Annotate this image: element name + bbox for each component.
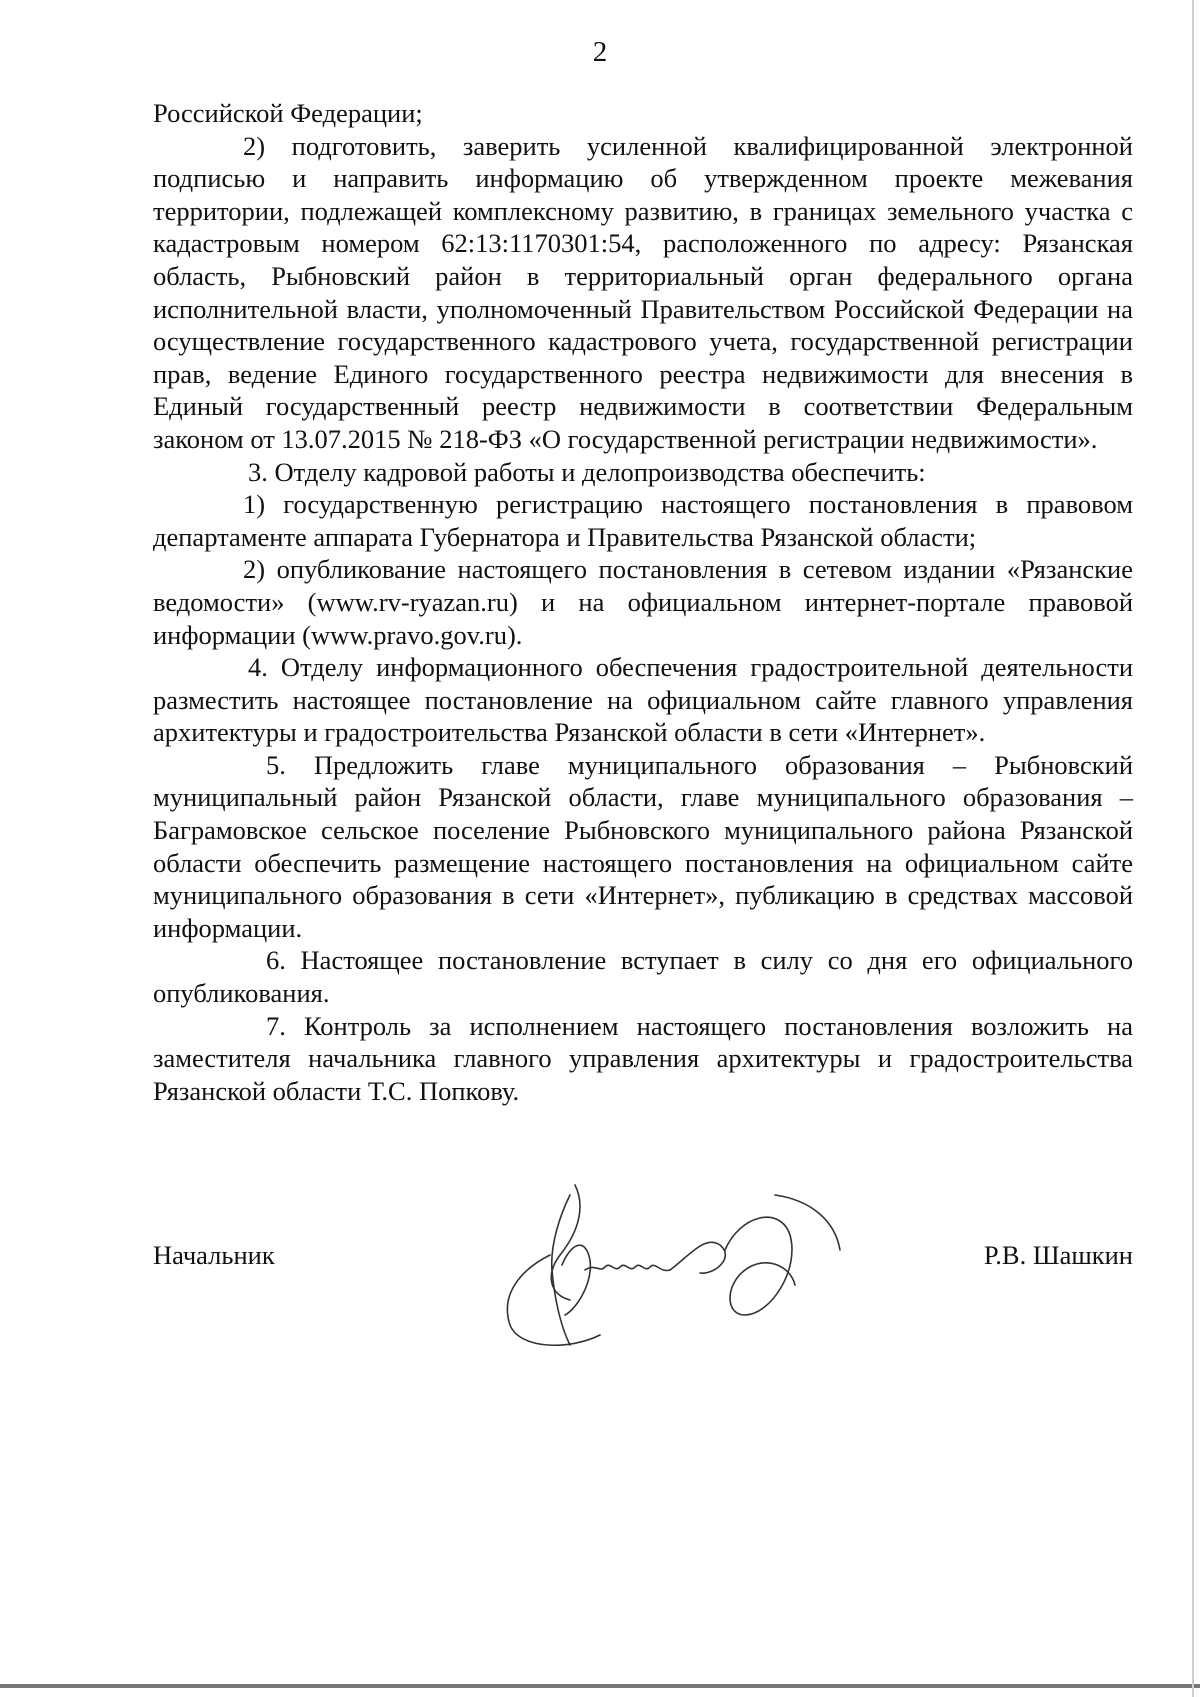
paragraph-item-2-prepare: 2) подготовить, заверить усиленной квалифицированной электронной подписью и направить информацию об утвержденном проекте межевания территории, подлежащей комплексному развитию, в границах земельного участка с кадастровым номером 62:13:1170301:54, расположенного по адресу: Рязанская область, Рыбновский район в территориальный орган федерального органа исполнительной власти, уполномоченный Правительством Российской Федерации на осуществление государственного кадастрового учета, государственной регистрации прав, ведение Единого государственного реестра недвижимости для внесения в Единый государственный реестр недвижимости в соответствии Федеральным законом от 13.07.2015 № 218-ФЗ «О государственной регистрации недвижимости». (153, 130, 1133, 454)
paragraph-item-4: 4. Отделу информационного обеспечения градостроительной деятельности разместить настоящее постановление на официальном сайте главного управления архитектуры и градостроительства Рязанской области в сети «Интернет». (153, 652, 1133, 748)
paragraph-item-3-1: 1) государственную регистрацию настоящего постановления в правовом департаменте аппарата Губернатора и Правительства Рязанской области; (153, 489, 1133, 552)
signatory-name: Р.В. Шашкин (983, 1240, 1133, 1270)
paragraph-item-5: 5. Предложить главе муниципального образования – Рыбновский муниципальный район Рязанской области, главе муниципального образования – Баграмовское сельское поселение Рыбновского муниципального района Рязанской области обеспечить размещение настоящего постановления на официальном сайте муниципального образования в сети «Интернет», публикацию в средствах массовой информации. (153, 749, 1133, 943)
paragraph-item-6: 6. Настоящее постановление вступает в силу со дня его официального опубликования. (153, 945, 1133, 1009)
page-number: 2 (592, 36, 608, 68)
handwritten-signature-icon (490, 1175, 870, 1365)
scan-bottom-edge (0, 1684, 1200, 1688)
paragraph-item-3-2: 2) опубликование настоящего постановления в сетевом издании «Рязанские ведомости» (www.rv-ryazan.ru) и на официальном интернет-портале правовой информации (www.pravo.gov.ru). (153, 554, 1133, 650)
document-body (153, 97, 1133, 1107)
paragraph-item-7: 7. Контроль за исполнением настоящего постановления возложить на заместителя начальника главного управления архитектуры и градостроительства Рязанской области Т.С. Попкову. (153, 1010, 1133, 1106)
paragraph-continuation: Российской Федерации; (153, 98, 423, 128)
signatory-title: Начальник (153, 1240, 275, 1270)
paragraph-item-3: 3. Отделу кадровой работы и делопроизводства обеспечить: (248, 456, 926, 487)
scan-right-edge (1192, 0, 1194, 1697)
